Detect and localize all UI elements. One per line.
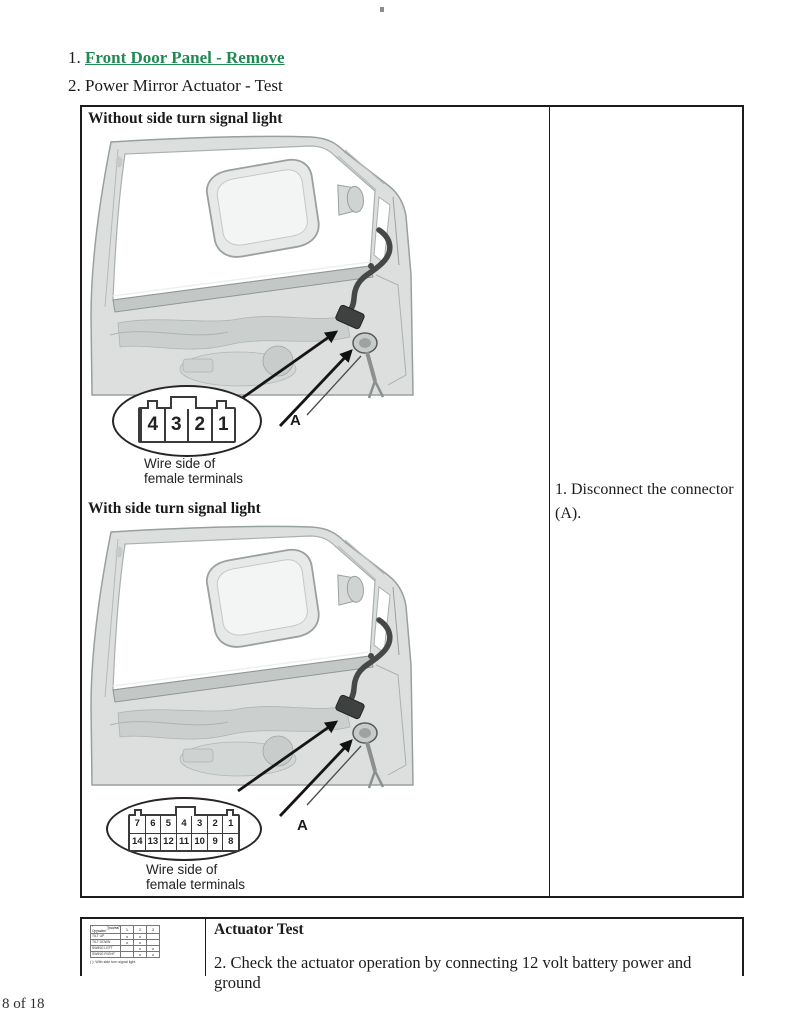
pin-cell: 8 (222, 834, 238, 850)
mini-row-label: TILT UP (91, 934, 121, 940)
mini-table-note: ( ): With side turn signal light (90, 960, 136, 964)
mini-table-corner (91, 926, 121, 934)
pin-cell: 5 (160, 816, 176, 833)
mini-row-label: TILT DOWN (91, 940, 121, 946)
wire-side-caption (144, 457, 243, 486)
mini-mark: o (147, 952, 160, 958)
disconnect-instruction: 1. Disconnect the connector (A). (555, 481, 734, 522)
actuator-test-table (80, 917, 744, 992)
pin-cell: 4 (140, 409, 164, 441)
connector-a-label: A (290, 412, 301, 429)
pin-cell: 10 (191, 834, 207, 850)
pin-cell: 14 (132, 835, 143, 847)
mini-mark (121, 952, 134, 958)
connector-a-label: A (297, 817, 308, 834)
connector-callout-14pin (106, 797, 262, 861)
pin-row-top (130, 816, 238, 833)
section-title-without-signal: Without side turn signal light (88, 110, 283, 127)
mini-mark: o (134, 934, 147, 940)
mini-mark: o (147, 946, 160, 952)
mini-col: 1 (121, 926, 134, 934)
pin-cell: 1 (222, 816, 238, 833)
pin-cell: 11 (176, 834, 192, 850)
mini-mark: o (134, 946, 147, 952)
pin-cell: 4 (176, 816, 192, 833)
mini-mark: o (134, 952, 147, 958)
pin-cell: 3 (164, 409, 188, 441)
terminal-mini-table (90, 925, 160, 958)
door-diagram-without-signal (88, 135, 540, 491)
connector-14pin-diagram (128, 814, 240, 852)
section-title-with-signal: With side turn signal light (88, 500, 261, 517)
caption-line-1: Wire side of (146, 862, 218, 877)
mini-mark: o (121, 934, 134, 940)
pin-cell: 9 (207, 834, 223, 850)
instruction-cell (550, 107, 742, 896)
page-number: 8 of 18 (2, 996, 45, 1012)
pin-cell: 13 (145, 834, 161, 850)
step-1 (68, 44, 285, 72)
caption-line-2: female terminals (144, 470, 244, 486)
connector-tab (226, 809, 234, 816)
pin-cell: 6 (145, 816, 161, 833)
step-1-number: 1. (68, 48, 81, 67)
illustration-cell (82, 107, 550, 896)
connector-4pin-diagram (138, 407, 236, 443)
actuator-test-title: Actuator Test (214, 921, 304, 938)
mini-row-label: SWING LEFT (91, 946, 121, 952)
corner-operation: Operation (92, 929, 106, 933)
door-mirror-illustration (88, 135, 418, 435)
caption-line-2: female terminals (146, 876, 246, 892)
pin-cell: 3 (191, 816, 207, 833)
connector-tab (147, 400, 158, 409)
caption-line-1: Wire side of (144, 456, 216, 471)
front-door-panel-remove-link[interactable]: Front Door Panel - Remove (85, 48, 285, 67)
mini-row-label: SWING RIGHT (91, 952, 121, 958)
mirror-connector-table (80, 105, 744, 898)
connector-callout-4pin (112, 385, 262, 457)
connector-tab (216, 400, 227, 409)
pin-cell: 1 (211, 409, 235, 441)
actuator-test-instruction: 2. Check the actuator operation by connecting 12 volt battery power and ground (214, 953, 692, 992)
mini-col: 2 (134, 926, 147, 934)
door-diagram-with-signal (88, 525, 540, 893)
pin-cell: 2 (207, 816, 223, 833)
actuator-test-cell (206, 919, 742, 992)
connector-notch (175, 806, 196, 816)
mini-mark: o (121, 940, 134, 946)
stray-print-mark (380, 7, 384, 12)
step-2-number: 2. (68, 76, 81, 95)
step-2 (68, 72, 285, 100)
pin-cell: 12 (160, 834, 176, 850)
corner-terminal: Terminal (106, 926, 119, 930)
connector-tab (134, 809, 142, 816)
mini-mark: o (134, 940, 147, 946)
wire-side-caption (146, 863, 245, 892)
mini-col: 3 (147, 926, 160, 934)
pin-row-bottom (130, 833, 238, 850)
pin-cell: 7 (134, 817, 140, 829)
procedure-steps (68, 44, 285, 100)
step-2-label: Power Mirror Actuator - Test (85, 76, 283, 95)
terminal-table-thumbnail (90, 925, 182, 965)
mini-table-cell (82, 919, 206, 976)
connector-notch (170, 396, 197, 409)
pin-cell: 2 (187, 409, 211, 441)
door-mirror-illustration (88, 525, 418, 825)
